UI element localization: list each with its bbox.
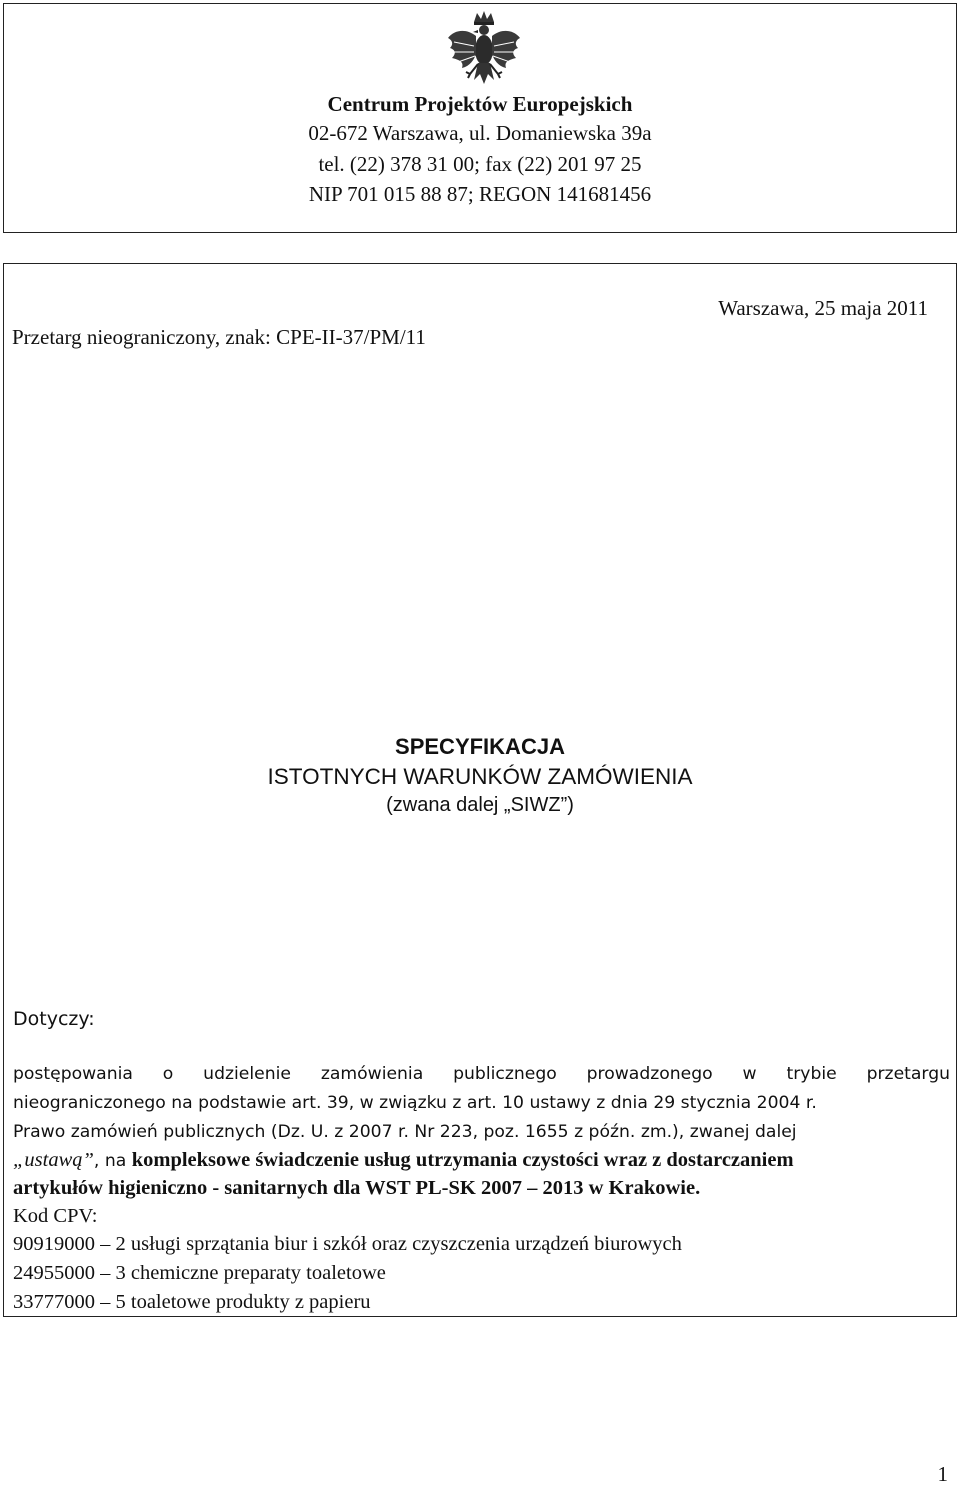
organization-contact: tel. (22) 378 31 00; fax (22) 201 97 25 — [318, 152, 642, 176]
main-box — [3, 263, 957, 1317]
regarding-label: Dotyczy: — [13, 1008, 95, 1030]
body-line-5 — [13, 1176, 700, 1201]
body-line-2: nieograniczonego na podstawie art. 39, w związku z art. 10 ustawy z dnia 29 stycznia 2004 r. — [13, 1093, 817, 1113]
cpv-code-3: 33777000 – 5 toaletowe produkty z papieru — [13, 1291, 371, 1313]
body-line-1: postępowania o udzielenie zamówienia publicznego prowadzonego w trybie przetargu — [13, 1064, 950, 1084]
organization-name: Centrum Projektów Europejskich — [327, 92, 633, 116]
document-title-line3: (zwana dalej „SIWZ”) — [386, 794, 574, 816]
document-title-line2: ISTOTNYCH WARUNKÓW ZAMÓWIENIA — [267, 764, 693, 789]
cpv-code-1: 90919000 – 2 usługi sprzątania biur i szkół oraz czyszczenia urządzeń biurowych — [13, 1233, 682, 1255]
polish-eagle-emblem-icon — [440, 8, 528, 96]
organization-ids: NIP 701 015 88 87; REGON 141681456 — [308, 182, 652, 206]
cpv-label: Kod CPV: — [13, 1205, 98, 1227]
body-connector: , na — [93, 1151, 132, 1171]
body-line-4 — [13, 1148, 794, 1173]
place-date: Warszawa, 25 maja 2011 — [718, 296, 928, 320]
document-title-line1: SPECYFIKACJA — [395, 734, 565, 759]
cpv-code-2: 24955000 – 3 chemiczne preparaty toaletowe — [13, 1262, 386, 1284]
organization-address: 02-672 Warszawa, ul. Domaniewska 39a — [308, 121, 652, 145]
header-box — [3, 3, 957, 233]
page-number: 1 — [937, 1462, 948, 1486]
body-line-3: Prawo zamówień publicznych (Dz. U. z 2007 r. Nr 223, poz. 1655 z późn. zm.), zwanej dalej — [13, 1122, 797, 1142]
subject-bold-2: artykułów higieniczno - sanitarnych dla WST PL-SK 2007 – 2013 w Krakowie. — [13, 1177, 701, 1199]
tender-reference: Przetarg nieograniczony, znak: CPE-II-37/PM/11 — [12, 325, 426, 349]
subject-bold-1: kompleksowe świadczenie usług utrzymania czystości wraz z dostarczaniem — [131, 1149, 794, 1171]
act-quote: „ustawą” — [13, 1149, 94, 1171]
